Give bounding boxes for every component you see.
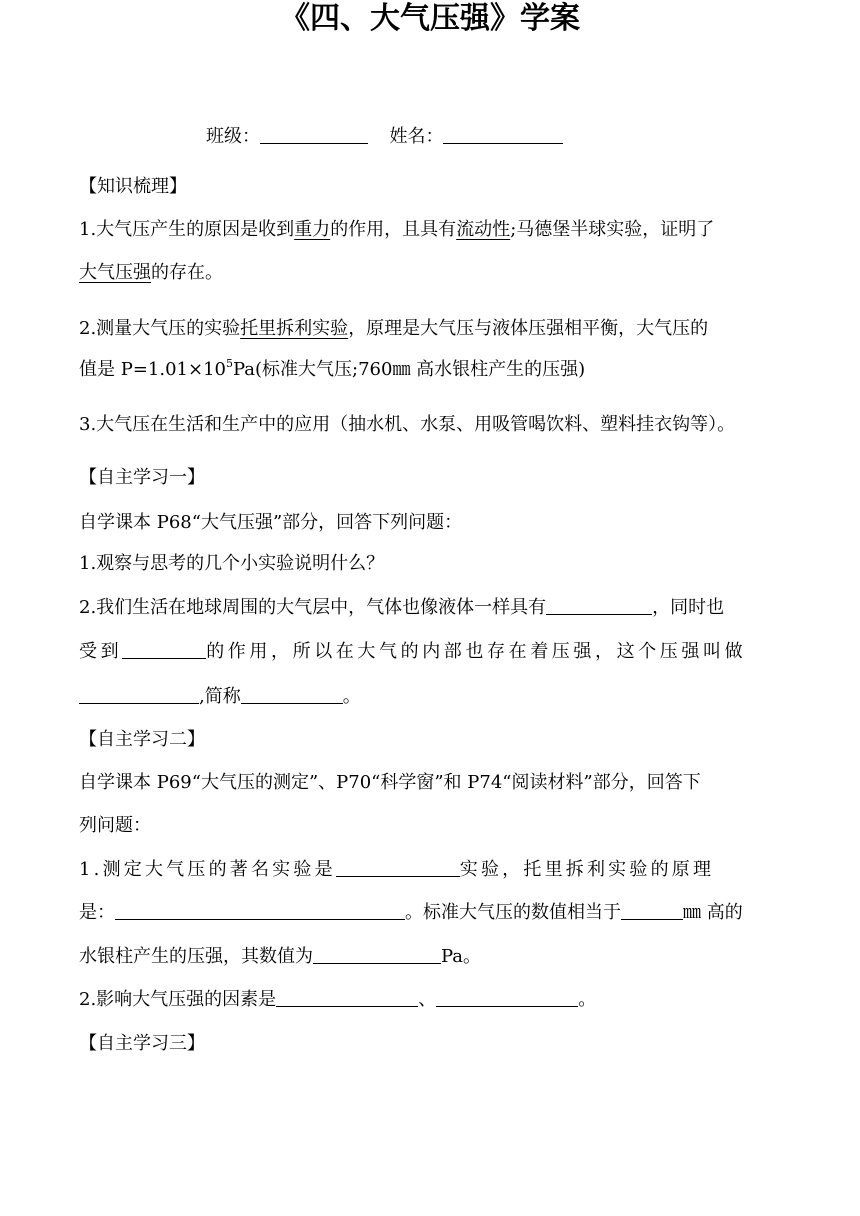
section-heading-knowledge: 【知识梳理】: [79, 176, 187, 197]
self-study-1-q1: 1.观察与思考的几个小实验说明什么？: [79, 553, 385, 574]
knowledge-item-2-line1: 2.测量大气压的实验托里拆利实验，原理是大气压与液体压强相平衡，大气压的: [79, 318, 709, 339]
knowledge-item-1-line2: 大气压强的存在。: [79, 262, 223, 283]
section-heading-self-study-3: 【自主学习三】: [79, 1033, 205, 1054]
answer-blank[interactable]: [276, 988, 418, 1007]
self-study-2-q1-line1: 1.测定大气压的著名实验是 实验，托里拆利实验的原理: [79, 859, 715, 880]
underlined-answer: 重力: [294, 219, 331, 240]
class-label: 班级：: [206, 126, 260, 147]
section-heading-self-study-1: 【自主学习一】: [79, 467, 205, 488]
answer-blank[interactable]: [621, 901, 683, 920]
self-study-2-intro-line2: 列问题：: [79, 815, 151, 836]
answer-blank[interactable]: [79, 685, 199, 704]
self-study-1-q2-line1: 2.我们生活在地球周围的大气层中，气体也像液体一样具有 ，同时也: [79, 597, 725, 618]
self-study-2-q1-line2: 是： 。标准大气压的数值相当于 ㎜ 高的: [79, 902, 743, 923]
exponent: 5: [225, 357, 233, 370]
answer-blank[interactable]: [546, 596, 652, 615]
name-blank[interactable]: [443, 125, 563, 144]
student-info-line: [206, 125, 563, 149]
section-heading-self-study-2: 【自主学习二】: [79, 729, 205, 750]
underlined-answer: 流动性: [456, 219, 511, 240]
self-study-1-intro: 自学课本 P68“大气压强”部分，回答下列问题：: [79, 512, 463, 533]
answer-blank[interactable]: [336, 858, 460, 877]
underlined-answer: 大气压强: [79, 262, 151, 283]
self-study-2-intro-line1: 自学课本 P69“大气压的测定”、P70“科学窗”和 P74“阅读材料”部分，回答下: [79, 772, 701, 793]
self-study-2-q1-line3: 水银柱产生的压强，其数值为 Pa。: [79, 946, 482, 967]
answer-blank[interactable]: [436, 988, 578, 1007]
underlined-answer: 托里拆利实验: [240, 318, 349, 339]
self-study-1-q2-line3: ,简称 。: [79, 685, 361, 709]
page-title: 《四、大气压强》学案: [280, 1, 580, 36]
answer-blank[interactable]: [115, 901, 405, 920]
self-study-1-q2-line2: 受到 的作用，所以在大气的内部也存在着压强，这个压强叫做: [79, 641, 747, 662]
knowledge-item-3: 3.大气压在生活和生产中的应用（抽水机、水泵、用吸管喝饮料、塑料挂衣钩等）。: [79, 414, 736, 435]
answer-blank[interactable]: [122, 640, 206, 659]
knowledge-item-1-line1: 1.大气压产生的原因是收到重力的作用，且具有流动性;马德堡半球实验，证明了: [79, 219, 715, 240]
class-blank[interactable]: [260, 125, 368, 144]
self-study-2-q2: 2.影响大气压强的因素是 、 。: [79, 989, 597, 1010]
knowledge-item-2-line2: 值是 $P=1.01\times 10^5Pa$(标准大气压;760㎜ 高水银柱产生的压强): [79, 357, 586, 380]
answer-blank[interactable]: [313, 945, 441, 964]
answer-blank[interactable]: [241, 685, 343, 704]
name-label: 姓名：: [389, 126, 444, 147]
